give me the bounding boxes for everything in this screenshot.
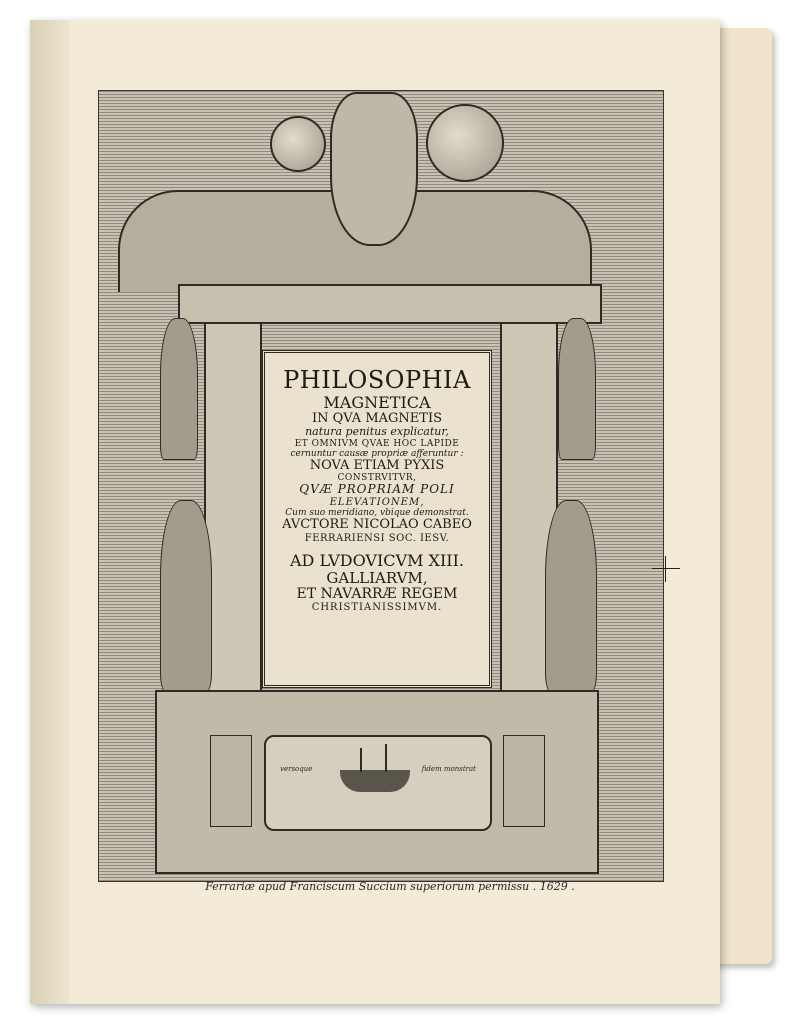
royal-coat-of-arms-icon [330,92,418,246]
dedication-line: CHRISTIANISSIMVM. [311,602,443,614]
page-gutter [30,20,70,1004]
ship-mast-icon [385,744,387,772]
right-herm-figure [558,318,596,460]
title-line: MAGNETICA [323,392,431,412]
dedication-line: GALLIARVM, [326,568,428,587]
title-line: QVÆ PROPRIAM POLI [299,482,455,497]
title-line: Cum suo meridiano, vbique demonstrat. [285,508,469,519]
title-line: CONSTRVITVR, [337,473,417,484]
right-allegorical-figure [545,500,597,692]
left-herm-figure [160,318,198,460]
cartouche-right-motto: fidem monstrat [421,765,476,773]
left-allegorical-figure [160,500,212,692]
title-panel [262,350,492,688]
title-line: PHILOSOPHIA [283,366,471,394]
title-line: cernuntur causæ propriæ afferuntur : [290,448,464,459]
dedication-line: ET NAVARRÆ REGEM [296,585,458,602]
title-line: NOVA ETIAM PYXIS [309,457,445,473]
ship-mast-icon [360,748,362,772]
cartouche-left-motto: versoque [280,765,313,773]
registration-mark [665,556,666,582]
ship-icon [340,770,410,792]
title-line: IN QVA MAGNETIS [312,410,442,426]
author-line: FERRARIENSI SOC. IESV. [304,532,450,544]
left-pedestal-panel [210,735,252,827]
globe-icon [426,104,504,182]
title-line: ELEVATIONEM, [329,496,425,508]
entablature [178,284,602,324]
author-line: AVCTORE NICOLAO CABEO [282,517,472,533]
title-line: ET OMNIVM QVAE HOC LAPIDE [294,438,460,449]
dedication-line: AD LVDOVICVM XIII. [290,550,464,570]
left-pillar [204,322,262,696]
armillary-sphere-icon [270,116,326,172]
registration-mark [652,568,680,569]
right-pedestal-panel [503,735,545,827]
title-line: natura penitus explicatur, [305,425,449,439]
imprint-line: Ferrariæ apud Franciscum Succium superiorum permissu . 1629 . [205,880,575,893]
